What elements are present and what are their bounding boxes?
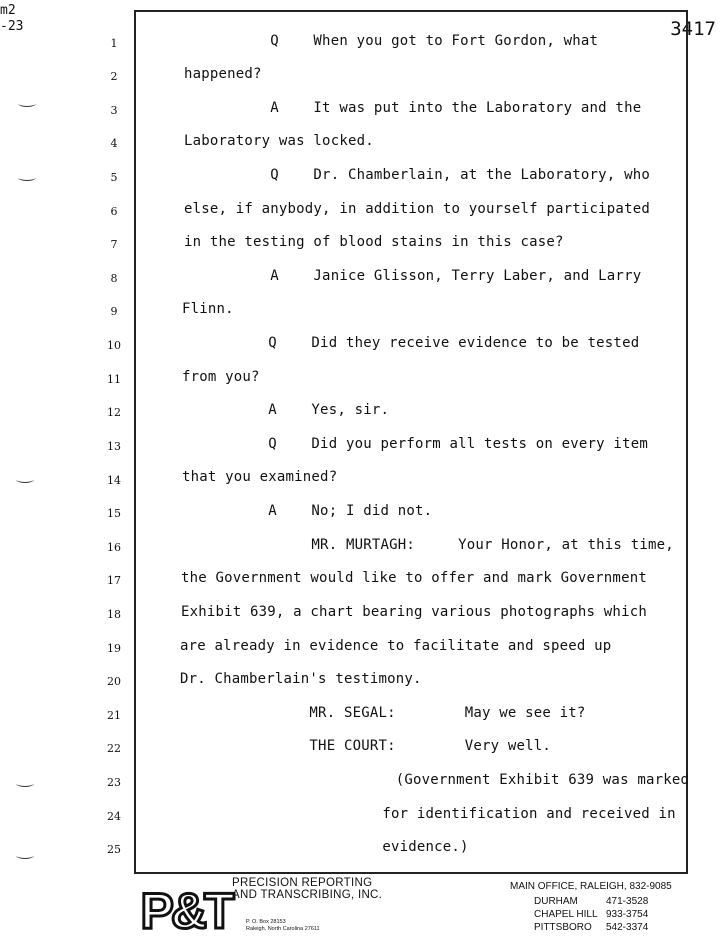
- line-number: 1: [110, 37, 118, 50]
- transcript-line: A No; I did not.: [182, 503, 433, 519]
- transcript-line: A It was put into the Laboratory and the: [184, 100, 642, 116]
- line-number: 3: [110, 104, 118, 117]
- margin-mark: [18, 100, 36, 107]
- transcript-line: happened?: [184, 66, 262, 82]
- transcript-line: that you examined?: [182, 469, 338, 485]
- line-number: 13: [107, 440, 121, 453]
- office-city: CHAPEL HILL: [534, 909, 598, 920]
- company-name-line1: PRECISION REPORTING: [232, 877, 373, 889]
- line-number: 16: [107, 541, 121, 554]
- transcript-line: Q Did you perform all tests on every item: [182, 436, 648, 452]
- line-number: 15: [107, 507, 121, 520]
- transcript-line: in the testing of blood stains in this case?: [184, 234, 564, 250]
- line-number: 5: [110, 171, 118, 184]
- transcript-line: evidence.): [158, 839, 469, 855]
- page-number: 3417: [670, 18, 716, 40]
- line-number: 22: [107, 742, 121, 755]
- transcript-line: Laboratory was locked.: [184, 133, 374, 149]
- transcript-line: else, if anybody, in addition to yourself participated: [184, 201, 650, 217]
- corner-reference-line2: -23: [0, 19, 24, 34]
- main-office: MAIN OFFICE, RALEIGH, 832-9085: [510, 881, 672, 892]
- office-city: DURHAM: [534, 896, 578, 907]
- line-number: 18: [107, 608, 121, 621]
- line-number: 19: [107, 642, 121, 655]
- line-number: 4: [110, 137, 118, 150]
- office-phone: 542-3374: [606, 922, 649, 933]
- transcript-line: are already in evidence to facilitate and speed up: [180, 638, 612, 654]
- transcript-line: A Yes, sir.: [182, 402, 390, 418]
- address-line2: Raleigh, North Carolina 27611: [246, 926, 320, 932]
- transcript-line: Dr. Chamberlain's testimony.: [180, 671, 422, 687]
- margin-mark: [16, 852, 34, 859]
- office-phone: 471-3528: [606, 896, 649, 907]
- line-number: 21: [107, 709, 121, 722]
- line-number: 14: [107, 474, 121, 487]
- company-name-line2: AND TRANSCRIBING, INC.: [232, 889, 383, 901]
- office-city: PITTSBORO: [534, 922, 592, 933]
- line-number: 23: [107, 776, 121, 789]
- margin-mark: [18, 174, 36, 181]
- line-number: 10: [107, 339, 121, 352]
- line-number: 8: [110, 272, 118, 285]
- transcript-line: A Janice Glisson, Terry Laber, and Larry: [184, 268, 642, 284]
- transcript-line: Q Dr. Chamberlain, at the Laboratory, who: [184, 167, 650, 183]
- address-line1: P. O. Box 28153: [246, 919, 286, 925]
- company-name: [232, 877, 382, 901]
- line-number: 20: [107, 675, 121, 688]
- line-number: 9: [110, 305, 118, 318]
- transcript-line: Flinn.: [182, 301, 234, 317]
- margin-mark: [16, 780, 34, 787]
- transcript-line: from you?: [182, 369, 260, 385]
- logo-lettering: P&T: [140, 883, 232, 939]
- transcript-line: MR. MURTAGH: Your Honor, at this time,: [182, 537, 674, 553]
- transcript-line: Q When you got to Fort Gordon, what: [184, 33, 599, 49]
- line-number: 17: [107, 574, 121, 587]
- line-number: 11: [107, 373, 121, 386]
- line-number: 7: [110, 238, 118, 251]
- line-number: 2: [110, 70, 118, 83]
- transcript-line: the Government would like to offer and mark Government: [181, 570, 647, 586]
- line-number: 24: [107, 810, 121, 823]
- line-number: 25: [107, 843, 121, 856]
- office-phone: 933-3754: [606, 909, 649, 920]
- transcript-line: MR. SEGAL: May we see it?: [180, 705, 586, 721]
- transcript-line: for identification and received in: [158, 806, 676, 822]
- transcript-line: THE COURT: Very well.: [180, 738, 552, 754]
- company-address: [246, 919, 320, 933]
- transcript-line: (Government Exhibit 639 was marked: [180, 772, 690, 788]
- company-logo: [140, 876, 232, 939]
- transcript-line: Exhibit 639, a chart bearing various photographs which: [181, 604, 647, 620]
- transcript-line: Q Did they receive evidence to be tested: [182, 335, 640, 351]
- margin-mark: [16, 476, 34, 483]
- corner-reference-line1: m2: [0, 3, 16, 18]
- line-number: 12: [107, 406, 121, 419]
- line-number: 6: [110, 205, 118, 218]
